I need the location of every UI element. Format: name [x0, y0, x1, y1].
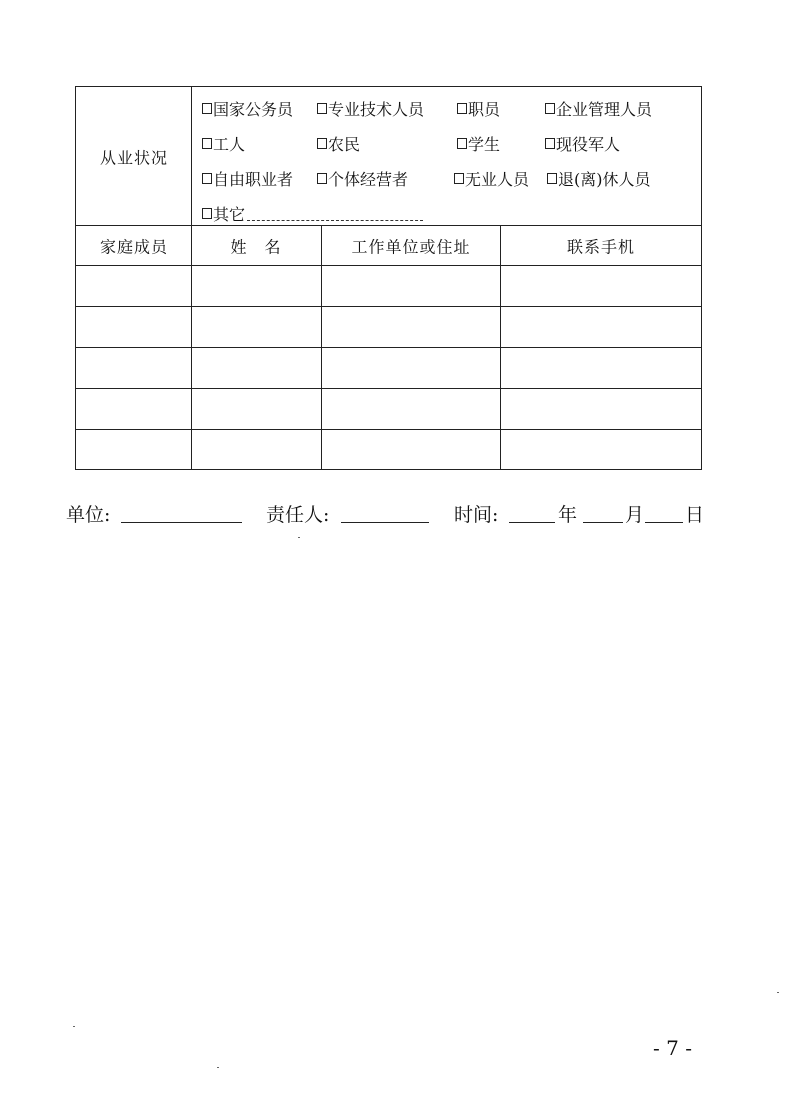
employment-label: 从业状况: [99, 148, 169, 168]
divider: [76, 306, 701, 307]
option-self-employed[interactable]: 个体经营者: [317, 167, 408, 190]
checkbox-icon[interactable]: [545, 103, 555, 114]
option-staff[interactable]: 职员: [457, 97, 500, 120]
option-military[interactable]: 现役军人: [545, 132, 620, 155]
header-family-member: 家庭成员: [99, 237, 169, 257]
divider: [76, 429, 701, 430]
person-label: 责任人:: [266, 504, 330, 526]
scan-speck: [217, 1067, 219, 1068]
divider: [500, 225, 501, 469]
header-name: 姓 名: [230, 237, 282, 257]
option-professional[interactable]: 专业技术人员: [317, 97, 424, 120]
option-unemployed[interactable]: 无业人员: [454, 167, 529, 190]
month-label: 月: [625, 504, 645, 526]
checkbox-icon[interactable]: [202, 138, 212, 149]
divider: [191, 87, 192, 469]
divider: [76, 388, 701, 389]
checkbox-icon[interactable]: [457, 138, 467, 149]
checkbox-icon[interactable]: [317, 103, 327, 114]
checkbox-icon[interactable]: [317, 138, 327, 149]
day-blank[interactable]: [645, 522, 683, 523]
option-freelancer[interactable]: 自由职业者: [202, 167, 293, 190]
time-label: 时间:: [454, 504, 499, 526]
divider: [321, 225, 322, 469]
checkbox-icon[interactable]: [545, 138, 555, 149]
scan-speck: [298, 537, 300, 538]
checkbox-icon[interactable]: [457, 103, 467, 114]
option-student[interactable]: 学生: [457, 132, 500, 155]
header-mobile: 联系手机: [566, 237, 636, 257]
scan-speck: [73, 1026, 75, 1027]
checkbox-icon[interactable]: [547, 173, 557, 184]
unit-blank[interactable]: [121, 522, 242, 523]
scan-speck: [777, 992, 779, 993]
info-form-table: [75, 86, 702, 470]
header-workplace: 工作单位或住址: [351, 237, 471, 257]
divider: [76, 347, 701, 348]
option-farmer[interactable]: 农民: [317, 132, 360, 155]
checkbox-icon[interactable]: [202, 208, 212, 219]
year-blank[interactable]: [509, 522, 555, 523]
unit-label: 单位:: [66, 504, 111, 526]
option-worker[interactable]: 工人: [202, 132, 245, 155]
checkbox-icon[interactable]: [202, 173, 212, 184]
checkbox-icon[interactable]: [202, 103, 212, 114]
checkbox-icon[interactable]: [317, 173, 327, 184]
checkbox-icon[interactable]: [454, 173, 464, 184]
month-blank[interactable]: [583, 522, 623, 523]
year-label: 年: [558, 504, 578, 526]
page-number: - 7 -: [653, 1036, 692, 1060]
person-blank[interactable]: [341, 522, 429, 523]
divider: [76, 265, 701, 266]
day-label: 日: [685, 504, 705, 526]
option-other[interactable]: 其它: [202, 202, 423, 225]
other-fill-line[interactable]: [247, 219, 423, 221]
option-retired[interactable]: 退(离)休人员: [547, 167, 651, 190]
divider: [76, 225, 701, 226]
option-civil-servant[interactable]: 国家公务员: [202, 97, 293, 120]
option-manager[interactable]: 企业管理人员: [545, 97, 652, 120]
